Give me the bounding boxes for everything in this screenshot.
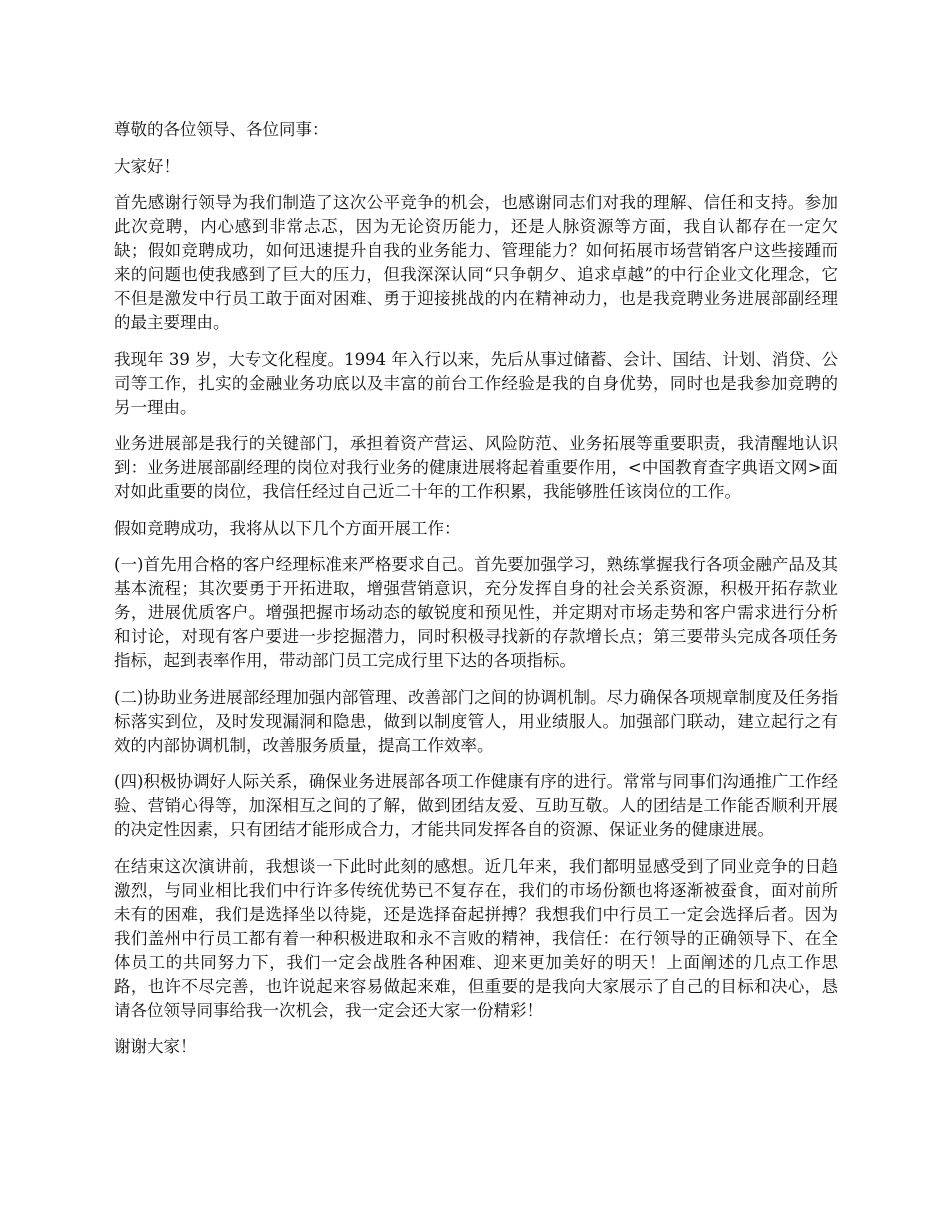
- paragraph-plan-2: (二)协助业务进展部经理加强内部管理、改善部门之间的协调机制。尽力确保各项规章制度及任务指标落实到位，及时发现漏洞和隐患，做到以制度管人，用业绩服人。加强部门联动，建立起行之有效的内部协调机制，改善服务质量，提高工作效率。: [114, 687, 838, 755]
- paragraph-thanks: 首先感谢行领导为我们制造了这次公平竞争的机会，也感谢同志们对我的理解、信任和支持。参加此次竞聘，内心感到非常忐忑，因为无论资历能力，还是人脉资源等方面，我自认都存在一定欠缺；假如竞聘成功，如何迅速提升自我的业务能力、管理能力？如何拓展市场营销客户这些接踵而来的问题也使我感到了巨大的压力，但我深深认同“只争朝夕、追求卓越”的中行企业文化理念，它不但是激发中行员工敢于面对困难、勇于迎接挑战的内在精神动力，也是我竞聘业务进展部副经理的最主要理由。: [114, 193, 838, 332]
- paragraph-plan-intro: 假如竞聘成功，我将从以下几个方面开展工作：: [114, 518, 461, 538]
- paragraph-closing: 在结束这次演讲前，我想谈一下此时此刻的感想。近几年来，我们都明显感受到了同业竞争的日趋激烈，与同业相比我们中行许多传统优势已不复存在，我们的市场份额也将逐渐被蚕食，面对前所未有的困难，我们是选择坐以待毙，还是选择奋起拼搏？我想我们中行员工一定会选择后者。因为我们盖州中行员工都有着一种积极进取和永不言败的精神，我信任：在行领导的正确领导下、在全体员工的共同努力下，我们一定会战胜各种困难、迎来更加美好的明天！上面阐述的几点工作思路，也许不尽完善，也许说起来容易做起来难，但重要的是我向大家展示了自己的目标和决心，恳请各位领导同事给我一次机会，我一定会还大家一份精彩！: [114, 856, 838, 1020]
- greeting: 大家好！: [114, 156, 180, 176]
- document-body: [114, 118, 838, 1072]
- paragraph-plan-1: (一)首先用合格的客户经理标准来严格要求自己。首先要加强学习，熟练掌握我行各项金融产品及其基本流程；其次要勇于开拓进取，增强营销意识，充分发挥自身的社会关系资源，积极开拓存款业务，进展优质客户。增强把握市场动态的敏锐度和预见性，并定期对市场走势和客户需求进行分析和讨论，对现有客户要进一步挖掘潜力，同时积极寻找新的存款增长点；第三要带头完成各项任务指标，起到表率作用，带动部门员工完成行里下达的各项指标。: [114, 555, 838, 670]
- paragraph-background: 我现年 39 岁，大专文化程度。1994 年入行以来，先后从事过储蓄、会计、国结、计划、消贷、公司等工作，扎实的金融业务功底以及丰富的前台工作经验是我的自身优势，同时也是我参加竞聘的另一理由。: [114, 349, 838, 417]
- sign-off: 谢谢大家！: [114, 1037, 197, 1056]
- salutation: 尊敬的各位领导、各位同事：: [114, 120, 329, 139]
- paragraph-department: 业务进展部是我行的关键部门，承担着资产营运、风险防范、业务拓展等重要职责，我清醒地认识到：业务进展部副经理的岗位对我行业务的健康进展将起着重要作用，<中国教育查字典语文网>面对如此重要的岗位，我信任经过自己近二十年的工作积累，我能够胜任该岗位的工作。: [114, 434, 838, 501]
- paragraph-plan-4: (四)积极协调好人际关系，确保业务进展部各项工作健康有序的进行。常常与同事们沟通推广工作经验、营销心得等，加深相互之间的了解，做到团结友爱、互助互敬。人的团结是工作能否顺利开展的决定性因素，只有团结才能形成合力，才能共同发挥各自的资源、保证业务的健康进展。: [114, 772, 838, 839]
